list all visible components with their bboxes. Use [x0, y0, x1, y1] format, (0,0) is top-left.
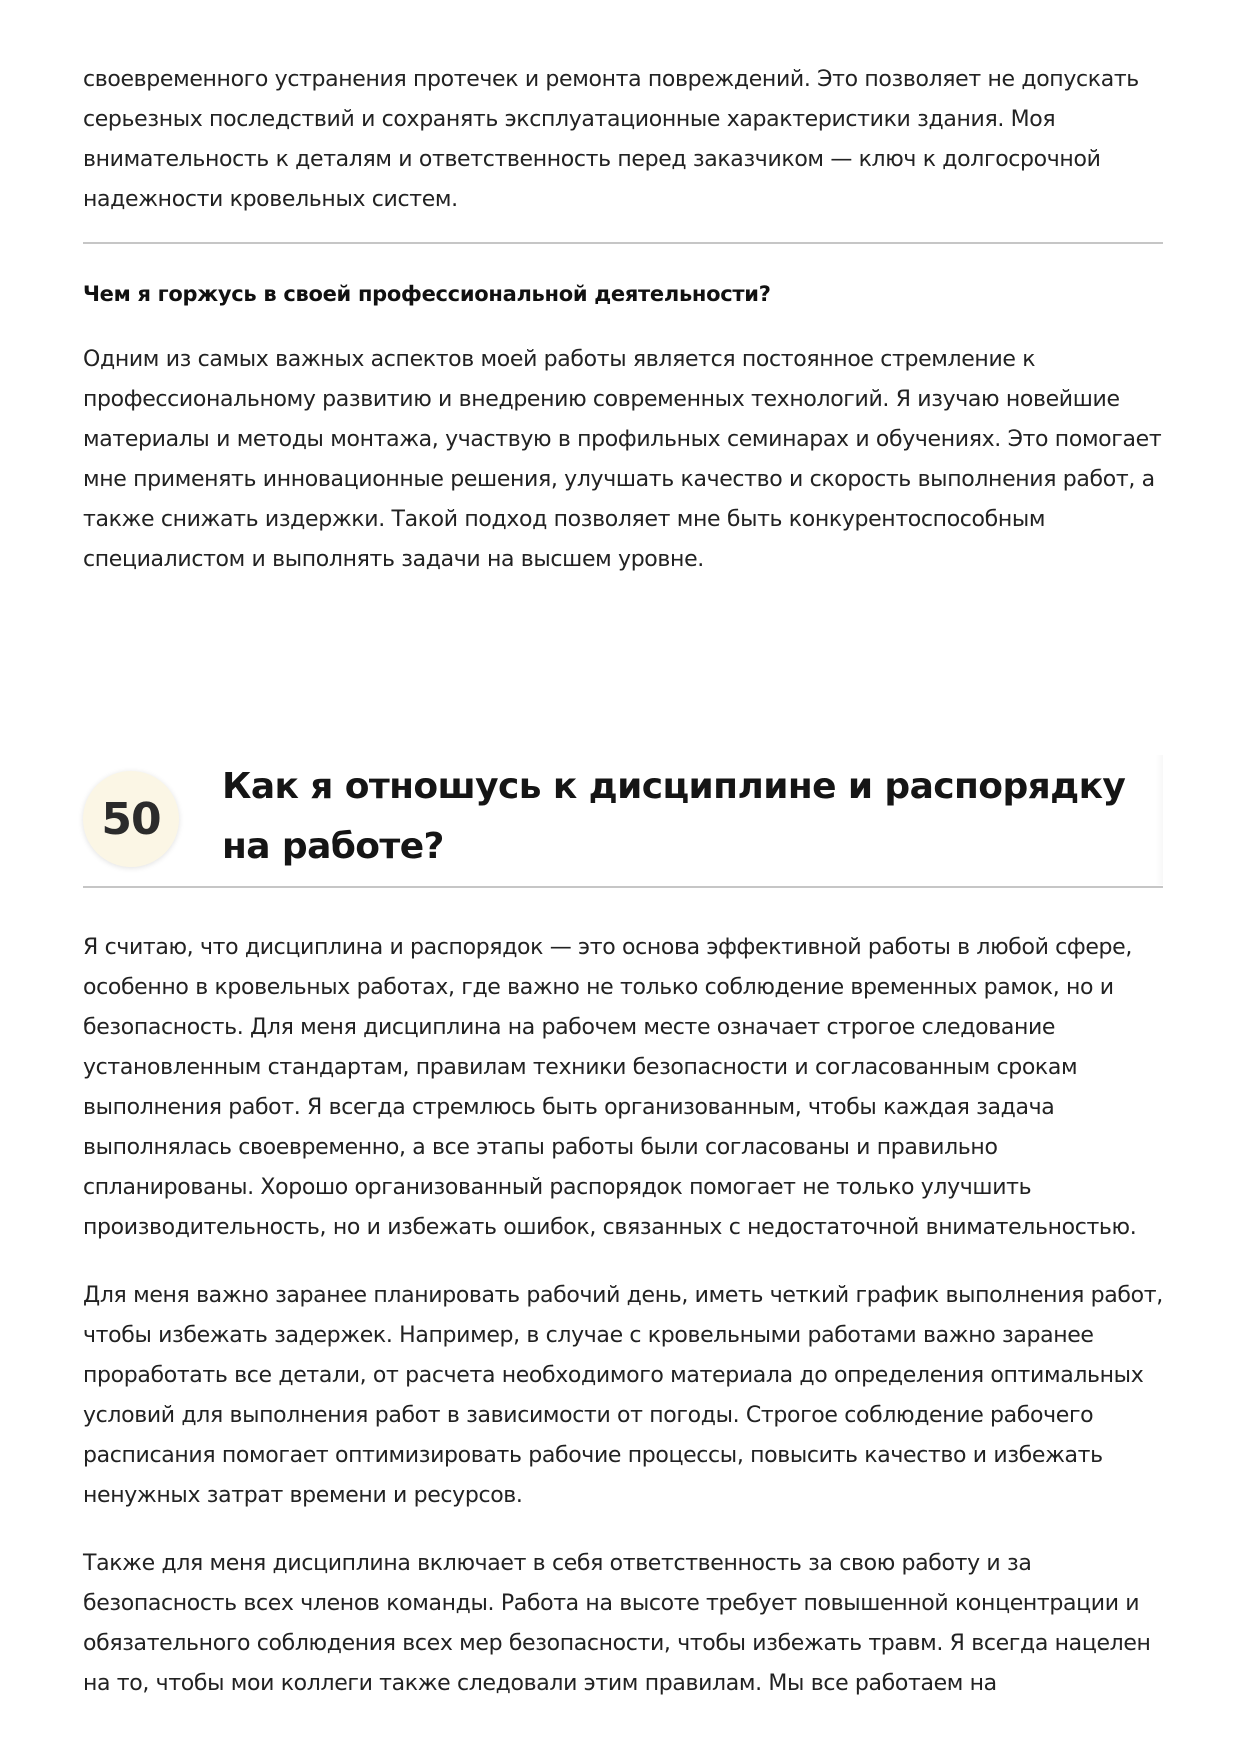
question-number-badge	[83, 771, 179, 867]
subheading: Чем я горжусь в своей профессиональной деятельности?	[83, 282, 771, 306]
question-title: Как я отношусь к дисциплине и распорядку на работе?	[222, 766, 1126, 867]
header-edge-shade	[1155, 755, 1163, 885]
section-divider	[83, 242, 1163, 244]
question-header	[83, 755, 1163, 885]
answer-paragraph-2: Для меня важно заранее планировать рабочий день, иметь четкий график выполнения работ, чтобы избежать задержек. Например, в случае с кровельными работами важно заранее проработать все детали, от расчета необходимого материала до определения оптимальных условий для выполнения работ в зависимости от погоды. Строгое соблюдение рабочего расписания помогает оптимизировать рабочие процессы, повысить качество и избежать ненужных затрат времени и ресурсов.	[83, 1283, 1163, 1508]
subheading-paragraph: Одним из самых важных аспектов моей работы является постоянное стремление к профессиональному развитию и внедрению современных технологий. Я изучаю новейшие материалы и методы монтажа, участвую в профильных семинарах и обучениях. Это помогает мне применять инновационные решения, улучшать качество и скорость выполнения работ, а также снижать издержки. Такой подход позволяет мне быть конкурентоспособным специалистом и выполнять задачи на высшем уровне.	[83, 347, 1162, 572]
question-header-divider	[83, 886, 1163, 888]
answer-paragraph-1: Я считаю, что дисциплина и распорядок — это основа эффективной работы в любой сфере, особенно в кровельных работах, где важно не только соблюдение временных рамок, но и безопасность. Для меня дисциплина на рабочем месте означает строгое следование установленным стандартам, правилам техники безопасности и согласованным срокам выполнения работ. Я всегда стремлюсь быть организованным, чтобы каждая задача выполнялась своевременно, а все этапы работы были согласованы и правильно спланированы. Хорошо организованный распорядок помогает не только улучшить производительность, но и избежать ошибок, связанных с недостаточной внимательностью.	[83, 935, 1137, 1240]
answer-paragraph-3: Также для меня дисциплина включает в себя ответственность за свою работу и за безопасность всех членов команды. Работа на высоте требует повышенной концентрации и обязательного соблюдения всех мер безопасности, чтобы избежать травм. Я всегда нацелен на то, чтобы мои коллеги также следовали этим правилам. Мы все работаем на	[83, 1551, 1151, 1696]
question-number: 50	[101, 793, 161, 845]
previous-section-closing-paragraph: своевременного устранения протечек и ремонта повреждений. Это позволяет не допускать серьезных последствий и сохранять эксплуатационные характеристики здания. Моя внимательность к деталям и ответственность перед заказчиком — ключ к долгосрочной надежности кровельных систем.	[83, 67, 1139, 212]
